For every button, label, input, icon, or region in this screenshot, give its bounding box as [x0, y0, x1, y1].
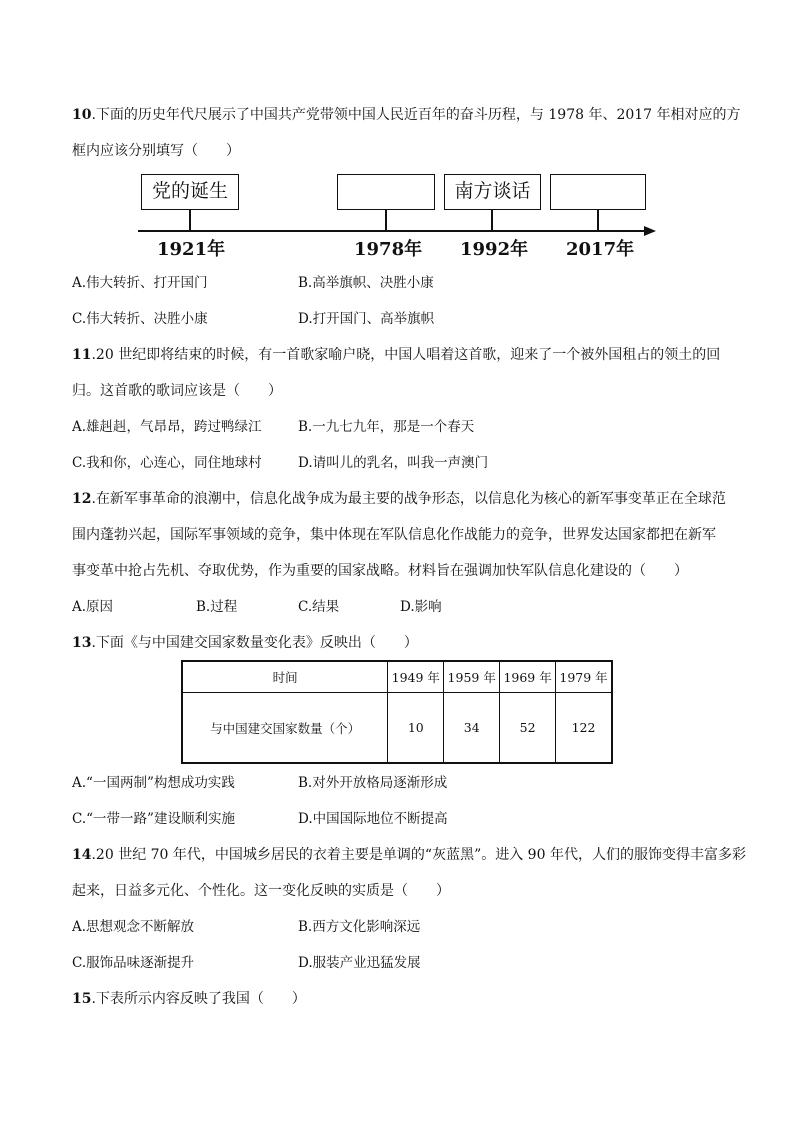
table-header-year: 1959 年 — [444, 661, 500, 693]
question-10-number: 10 — [72, 107, 92, 123]
timeline-box-1921: 党的诞生 — [141, 174, 239, 210]
diplomatic-relations-table — [181, 660, 613, 764]
timeline-arrow-icon — [644, 226, 656, 236]
timeline-tick — [385, 210, 387, 231]
question-11-option-b: B.一九七九年，那是一个春天 — [298, 419, 475, 435]
question-14-option-d: D.服装产业迅猛发展 — [298, 955, 421, 971]
table-header-year: 1979 年 — [556, 661, 612, 693]
question-14-option-c: C.服饰品味逐渐提升 — [72, 955, 195, 971]
question-11-number: 11 — [72, 347, 92, 363]
question-12-option-c: C.结果 — [298, 599, 340, 615]
question-13-option-a: A.“一国两制”构想成功实践 — [72, 775, 235, 791]
question-14-option-a: A.思想观念不断解放 — [72, 919, 195, 935]
question-12-stem-line-2: 围内蓬勃兴起，国际军事领域的竞争，集中体现在军队信息化作战能力的竞争，世界发达国家都把在新军 — [72, 527, 716, 543]
timeline-box-1992: 南方谈话 — [444, 174, 541, 210]
table-row — [182, 693, 612, 764]
question-12-option-b: B.过程 — [196, 599, 238, 615]
question-11-option-a: A.雄赳赳，气昂昂，跨过鸭绿江 — [72, 419, 262, 435]
table-row-label: 与中国建交国家数量（个） — [182, 693, 388, 764]
question-12-stem-line-3: 事变革中抢占先机、夺取优势，作为重要的国家战略。材料旨在强调加快军队信息化建设的（ ） — [72, 563, 688, 579]
timeline-box-2017 — [550, 174, 646, 210]
question-14-option-b: B.西方文化影响深远 — [298, 919, 421, 935]
question-12-stem-line-1: 12.在新军事革命的浪潮中，信息化战争成为最主要的战争形态，以信息化为核心的新军事变革正在全球范 — [72, 491, 726, 507]
question-10-stem-line-2: 框内应该分别填写（ ） — [72, 143, 240, 159]
question-12-number: 12 — [72, 491, 92, 507]
question-11-option-c: C.我和你，心连心，同住地球村 — [72, 455, 262, 471]
question-15-stem-line-1: 15.下表所示内容反映了我国（ ） — [72, 991, 306, 1007]
question-13-option-c: C.“一带一路”建设顺利实施 — [72, 811, 235, 827]
timeline-year-label: 2017年 — [566, 239, 635, 260]
table-header-row — [182, 661, 612, 693]
timeline-year-label: 1978年 — [354, 239, 423, 260]
question-15-number: 15 — [72, 991, 92, 1007]
timeline-tick — [189, 210, 191, 231]
question-11-option-d: D.请叫儿的乳名，叫我一声澳门 — [298, 455, 489, 471]
table-cell-value: 122 — [556, 693, 612, 764]
question-14-number: 14 — [72, 847, 92, 863]
table-header-year: 1969 年 — [500, 661, 556, 693]
question-14-stem-line-2: 起来，日益多元化、个性化。这一变化反映的实质是（ ） — [72, 883, 450, 899]
question-13-stem-line-1: 13.下面《与中国建交国家数量变化表》反映出（ ） — [72, 635, 418, 651]
question-10-option-c: C.伟大转折、决胜小康 — [72, 311, 208, 327]
question-10-option-a: A.伟大转折、打开国门 — [72, 275, 208, 291]
question-12-option-d: D.影响 — [400, 599, 442, 615]
question-10-option-b: B.高举旗帜、决胜小康 — [298, 275, 434, 291]
question-11-stem-line-2: 归。这首歌的歌词应该是（ ） — [72, 383, 282, 399]
timeline-tick — [491, 210, 493, 231]
question-13-number: 13 — [72, 635, 92, 651]
table-header-label: 时间 — [182, 661, 388, 693]
question-13-option-d: D.中国国际地位不断提高 — [298, 811, 448, 827]
question-11-stem-line-1: 11.20 世纪即将结束的时候，有一首歌家喻户晓，中国人唱着这首歌，迎来了一个被外国租占的领土的回 — [72, 347, 721, 363]
timeline-tick — [597, 210, 599, 231]
question-12-option-a: A.原因 — [72, 599, 114, 615]
table-cell-value: 34 — [444, 693, 500, 764]
question-10-option-d: D.打开国门、高举旗帜 — [298, 311, 435, 327]
timeline-year-label: 1992年 — [460, 239, 529, 260]
table-cell-value: 10 — [388, 693, 444, 764]
timeline-box-1978 — [337, 174, 435, 210]
question-10-stem-line-1: 10.下面的历史年代尺展示了中国共产党带领中国人民近百年的奋斗历程，与 1978 年、2017 年相对应的方 — [72, 107, 741, 123]
table-header-year: 1949 年 — [388, 661, 444, 693]
table-cell-value: 52 — [500, 693, 556, 764]
timeline-year-label: 1921年 — [157, 239, 226, 260]
timeline-axis — [138, 230, 646, 232]
question-14-stem-line-1: 14.20 世纪 70 年代，中国城乡居民的衣着主要是单调的“灰蓝黑”。进入 90 年代，人们的服饰变得丰富多彩 — [72, 847, 746, 863]
question-13-option-b: B.对外开放格局逐渐形成 — [298, 775, 448, 791]
